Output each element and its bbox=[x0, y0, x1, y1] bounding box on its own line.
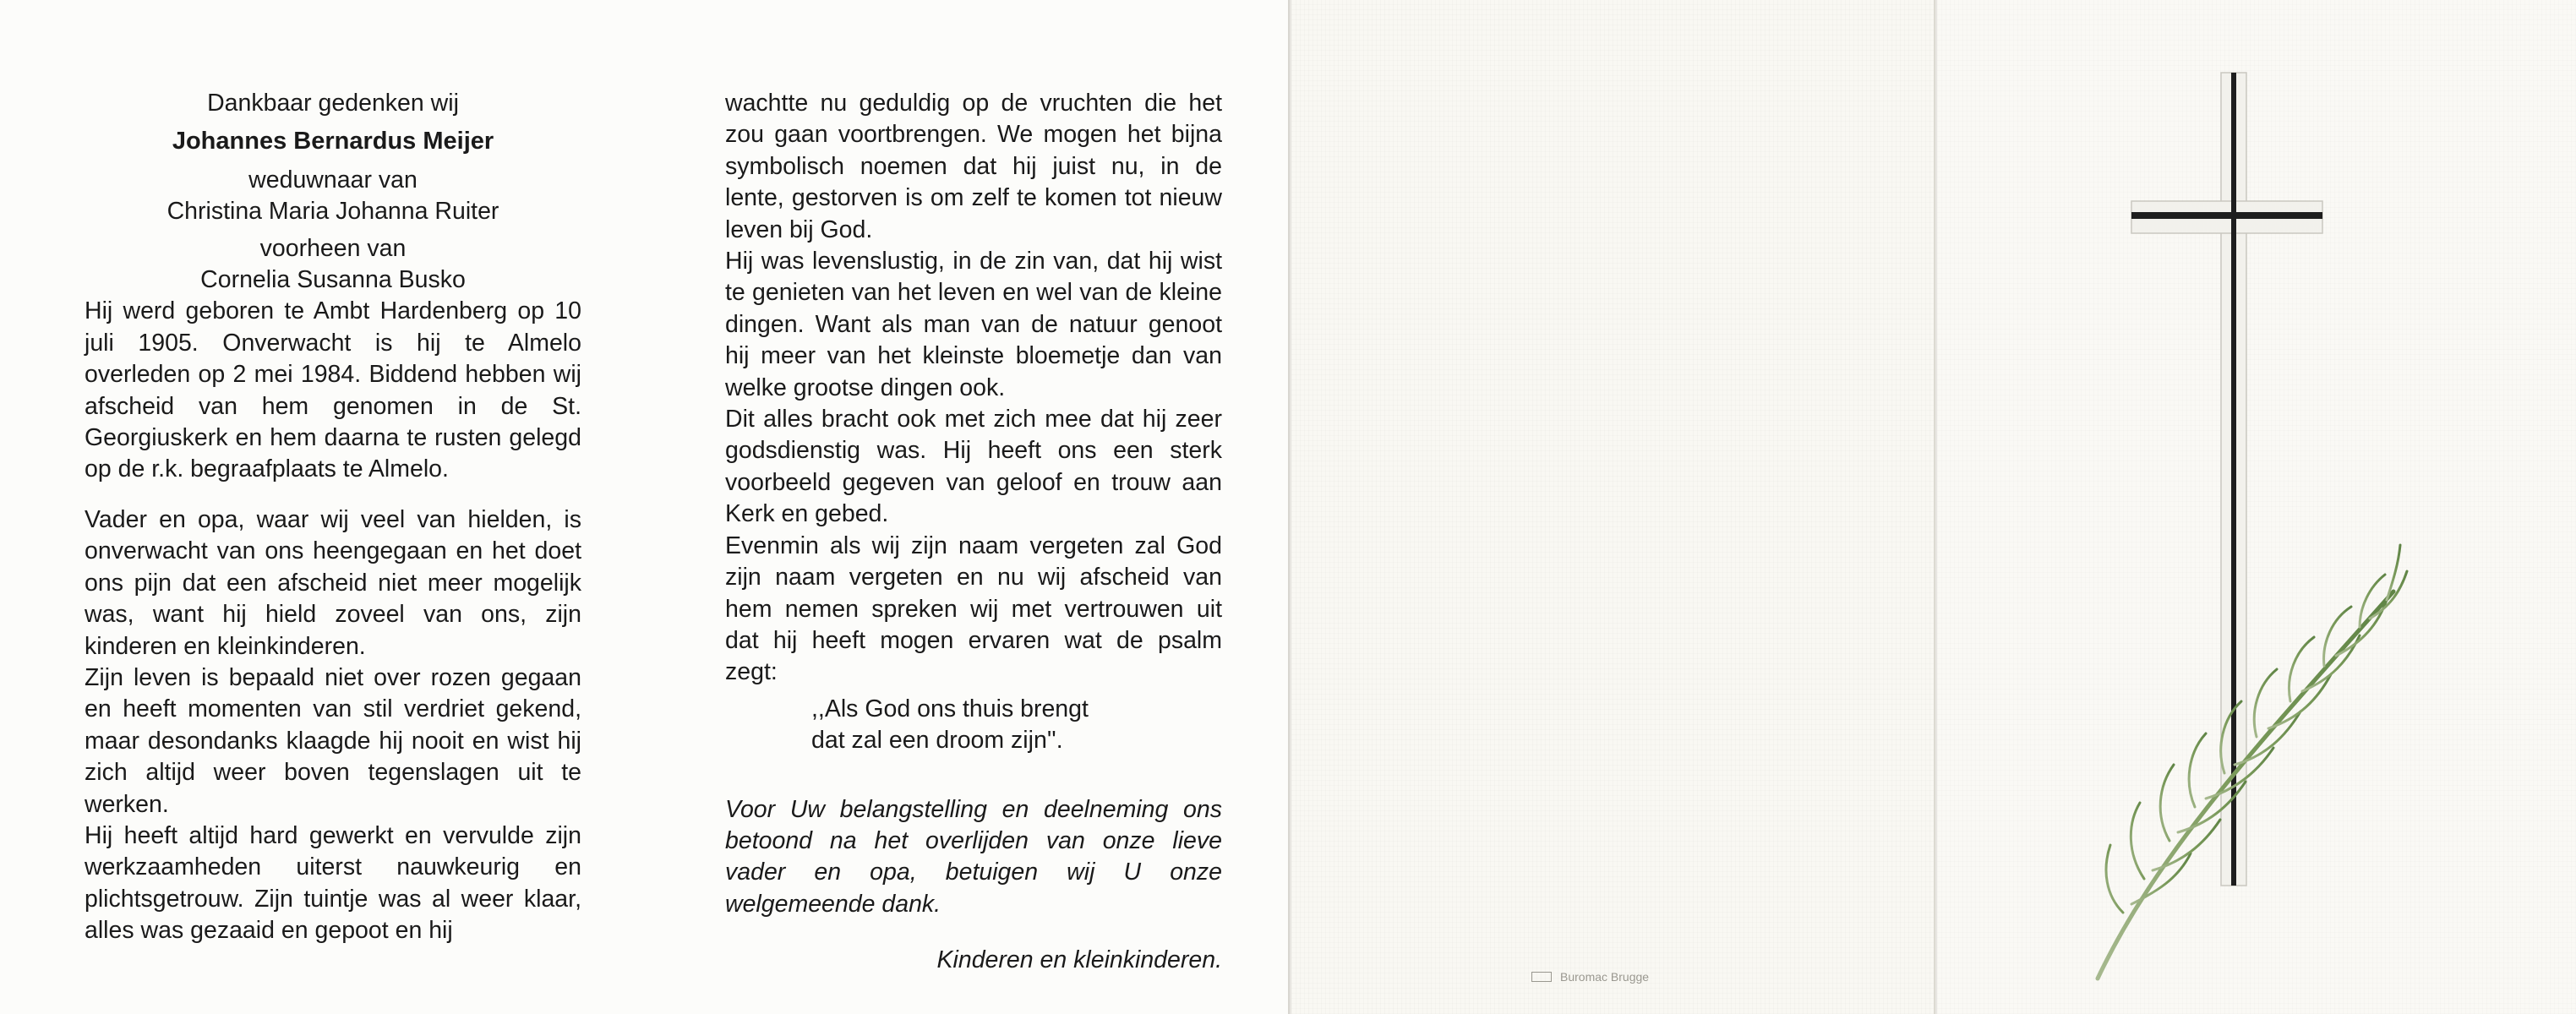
spring-paragraph: wachtte nu geduldig op de vruchten die het zou gaan voortbrengen. We mogen het bijna symbolisch noemen dat hij juist nu, in de lente, gestorven is om zelf te komen tot nieuw leven bij God. bbox=[725, 90, 1222, 243]
palm-branch-icon bbox=[2098, 545, 2407, 979]
back-panel bbox=[1291, 0, 1935, 1014]
faith-paragraph: Dit alles bracht ook met zich mee dat hij zeer godsdienstig was. Hij heeft ons een sterk voorbeeld gegeven van geloof en trouw aan Kerk en gebed. bbox=[725, 406, 1222, 528]
front-cover-panel bbox=[1937, 0, 2576, 1014]
printer-name: Buromac Brugge bbox=[1560, 970, 1650, 984]
nature-paragraph: Hij was levenslustig, in de zin van, dat hij wist te genieten van het leven en wel van de kleine dingen. Want als man van de natuur genoot hij meer van het kleinste bloemetje dan van welke grootse dingen ook. bbox=[725, 248, 1222, 401]
intro-line: Dankbaar gedenken wij bbox=[207, 90, 459, 117]
work-paragraph: Hij heeft altijd hard gewerkt en vervulde zijn werkzaamheden uiterst nauwkeurig en plichtsgetrouw. Zijn tuintje was al weer klaar, alles was gezaaid en gepoot en hij bbox=[85, 821, 581, 945]
life-paragraph: Zijn leven is bepaald niet over rozen gegaan en heeft momenten van stil verdriet gekend, maar desondanks klaagde hij nooit en wist hij zich altijd weer boven tegenslagen uit te werken. bbox=[85, 663, 581, 818]
family-paragraph: Vader en opa, waar wij veel van hielden, is onverwacht van ons heengegaan en het doet ons pijn dat een afscheid niet meer mogelijk was, want hij hield zoveel van ons, zijn kinderen en kleinkinderen. bbox=[85, 505, 581, 660]
spouse-name-1: Christina Maria Johanna Ruiter bbox=[166, 198, 499, 226]
cover-artwork bbox=[1937, 0, 2576, 1014]
deceased-name: Johannes Bernardus Meijer bbox=[172, 128, 494, 155]
psalm-paragraph: Evenmin als wij zijn naam vergeten zal God zijn naam vergeten en nu wij afscheid van hem nemen spreken wij met vertrouwen uit dat hij heeft mogen ervaren wat de psalm zegt: bbox=[725, 532, 1222, 686]
relation-line-2: voorheen van bbox=[259, 234, 407, 262]
birth-death-paragraph: Hij werd geboren te Ambt Hardenberg op 10 juli 1905. Onverwacht is hij te Almelo overleden op 2 mei 1984. Biddend hebben wij afscheid van hem genomen in de St. Georgiuskerk en hem daarna te rusten gelegd op de r.k. begraafplaats te Almelo. bbox=[85, 297, 581, 483]
thanks-paragraph: Voor Uw belangstelling en deelneming ons betoond na het overlijden van onze lieve vader en opa, betuigen wij U onze welgemeende dank. bbox=[725, 795, 1222, 918]
quote-line-1: ,,Als God ons thuis brengt bbox=[811, 695, 1089, 722]
right-text-column bbox=[725, 88, 1222, 1000]
printer-mark bbox=[1531, 970, 1649, 984]
psalm-quote bbox=[725, 694, 1222, 757]
left-text-column bbox=[85, 88, 581, 947]
spouse-name-2: Cornelia Susanna Busko bbox=[200, 266, 466, 294]
signoff: Kinderen en kleinkinderen. bbox=[936, 946, 1222, 973]
cross-icon bbox=[2131, 73, 2322, 886]
printer-logo-icon bbox=[1531, 972, 1552, 982]
relation-line-1: weduwnaar van bbox=[248, 166, 418, 194]
quote-line-2: dat zal een droom zijn''. bbox=[811, 727, 1063, 755]
